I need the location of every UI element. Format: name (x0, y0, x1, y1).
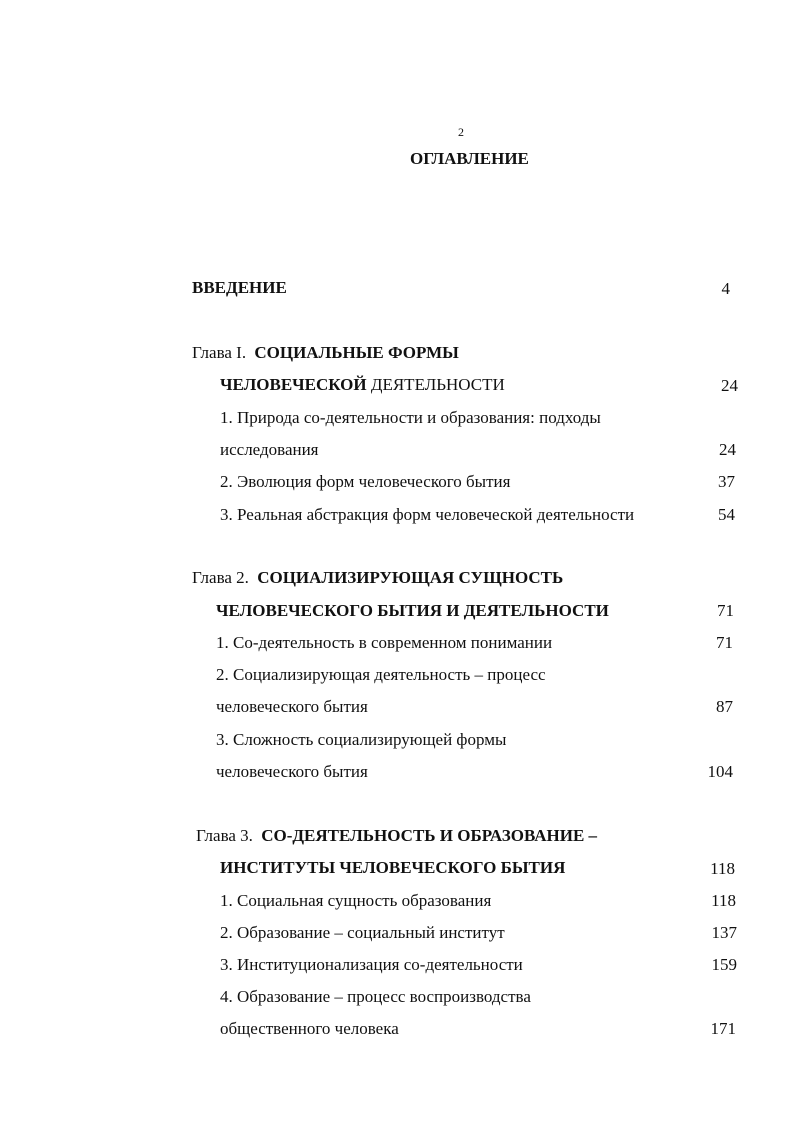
chapter1-section1-line1: 1. Природа со-деятельности и образования: подходы (220, 408, 601, 427)
chapter1-prefix: Глава I. (192, 343, 247, 362)
chapter2-section1: 1. Со-деятельность в современном понимании (216, 633, 553, 652)
chapter3-prefix: Глава 3. (196, 826, 253, 845)
chapter3-section3-page: 159 (711, 955, 737, 974)
chapter3-title-line2: ИНСТИТУТЫ ЧЕЛОВЕЧЕСКОГО БЫТИЯ (220, 858, 566, 877)
chapter3-page: 118 (710, 859, 735, 878)
chapter1-title-line2 (220, 375, 505, 395)
page-title: ОГЛАВЛЕНИЕ (410, 149, 529, 168)
chapter2-title-line2: ЧЕЛОВЕЧЕСКОГО БЫТИЯ И ДЕЯТЕЛЬНОСТИ (216, 601, 609, 620)
chapter2-section3-line2: человеческого бытия (216, 762, 368, 781)
chapter3-section4-line2: общественного человека (220, 1019, 399, 1038)
chapter1-section3: 3. Реальная абстракция форм человеческой деятельности (220, 505, 635, 524)
chapter3-section3: 3. Институционализация со-деятельности (220, 955, 523, 974)
chapter3-section4-line1: 4. Образование – процесс воспроизводства (220, 987, 531, 1006)
chapter2-section1-page: 71 (716, 633, 733, 652)
chapter2-title-line1: СОЦИАЛИЗИРУЮЩАЯ СУЩНОСТЬ (257, 568, 564, 587)
chapter2-section2-line2: человеческого бытия (216, 697, 368, 716)
chapter2-section3-page: 104 (707, 762, 733, 781)
chapter1-title-line2-regular: ДЕЯТЕЛЬНОСТИ (370, 375, 505, 394)
chapter3-section2-page: 137 (711, 923, 737, 942)
chapter3-section1: 1. Социальная сущность образования (220, 891, 492, 910)
chapter3-section4-page: 171 (710, 1019, 736, 1038)
chapter2-section2-line1: 2. Социализирующая деятельность – процесс (216, 665, 546, 684)
chapter1-title-line2-bold: ЧЕЛОВЕЧЕСКОЙ (220, 375, 367, 394)
chapter3-title-line1: СО-ДЕЯТЕЛЬНОСТЬ И ОБРАЗОВАНИЕ – (261, 826, 598, 845)
chapter3-section2: 2. Образование – социальный институт (220, 923, 505, 942)
chapter1-heading (192, 343, 459, 363)
chapter2-prefix: Глава 2. (192, 568, 249, 587)
chapter1-section2: 2. Эволюция форм человеческого бытия (220, 472, 511, 491)
chapter1-section3-page: 54 (718, 505, 735, 524)
chapter2-page: 71 (717, 601, 734, 620)
chapter2-section2-page: 87 (716, 697, 733, 716)
toc-intro-label: ВВЕДЕНИЕ (192, 278, 287, 297)
chapter3-section1-page: 118 (711, 891, 736, 910)
chapter1-section2-page: 37 (718, 472, 735, 491)
chapter2-section3-line1: 3. Сложность социализирующей формы (216, 730, 507, 749)
chapter1-title-line1: СОЦИАЛЬНЫЕ ФОРМЫ (254, 343, 459, 362)
chapter1-page: 24 (721, 376, 738, 395)
chapter1-section1-page: 24 (719, 440, 736, 459)
chapter1-section1-line2: исследования (220, 440, 319, 459)
chapter3-heading (196, 826, 597, 846)
toc-intro-page: 4 (721, 279, 730, 298)
page-number: 2 (458, 125, 464, 139)
chapter2-heading (192, 568, 563, 588)
